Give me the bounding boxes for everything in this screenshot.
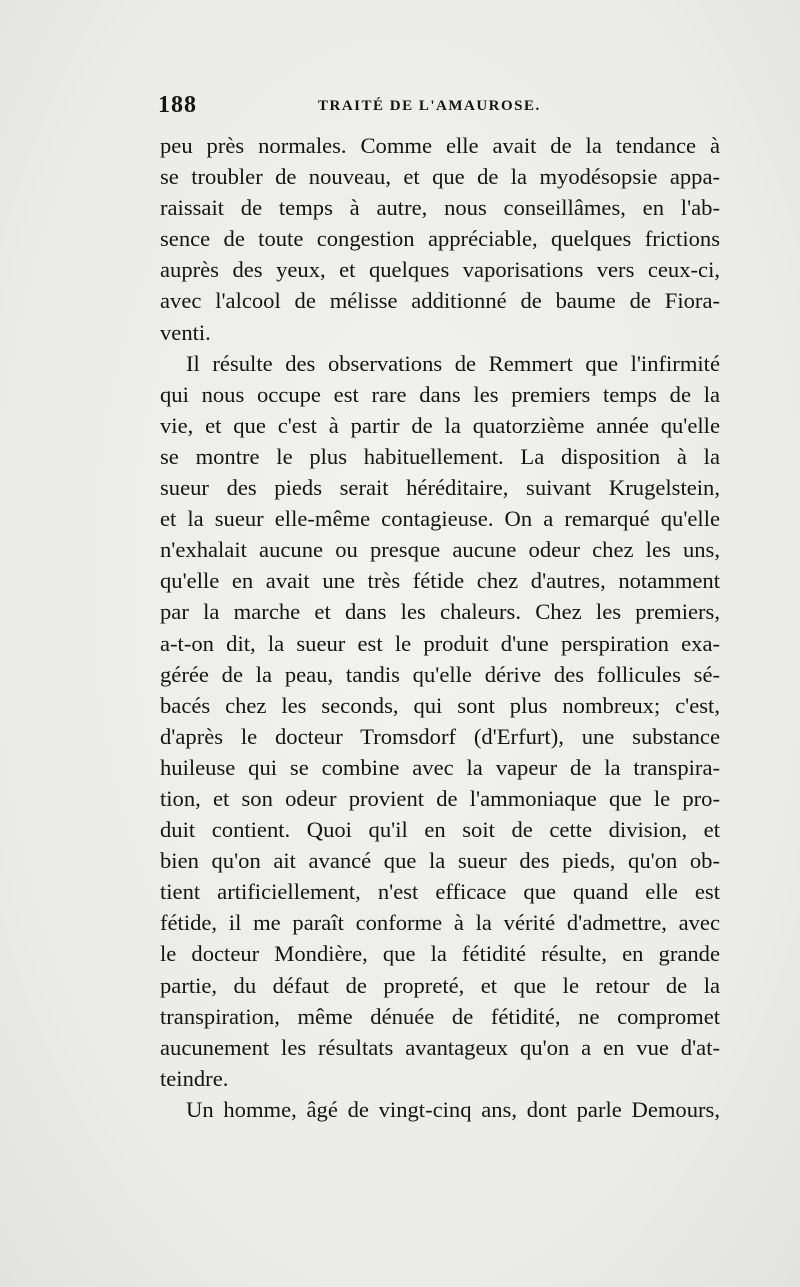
text-line: teindre. [160, 1065, 229, 1091]
paragraph-start-line: Un homme, âgé de vingt-cinq ans, dont parle Demours, [186, 1096, 720, 1122]
text-line: sueur des pieds serait héréditaire, suivant Krugelstein, [160, 475, 720, 501]
text-line: huileuse qui se combine avec la vapeur de la transpira- [160, 754, 720, 780]
page-header [158, 92, 628, 122]
text-line: raissait de temps à autre, nous conseillâmes, en l'ab- [160, 195, 720, 221]
text-line: a-t-on dit, la sueur est le produit d'une perspiration exa- [160, 630, 720, 656]
text-line: bien qu'on ait avancé que la sueur des pieds, qu'on ob- [160, 848, 720, 874]
text-line: qu'elle en avait une très fétide chez d'autres, notamment [160, 568, 720, 594]
text-line: d'après le docteur Tromsdorf (d'Erfurt), une substance [160, 723, 720, 749]
paragraph-start-line: Il résulte des observations de Remmert que l'infirmité [186, 350, 720, 376]
text-line: peu près normales. Comme elle avait de la tendance à [160, 133, 720, 158]
text-line: gérée de la peau, tandis qu'elle dérive des follicules sé- [160, 661, 720, 687]
text-line: n'exhalait aucune ou presque aucune odeur chez les uns, [160, 537, 720, 563]
text-line: avec l'alcool de mélisse additionné de baume de Fiora- [160, 288, 720, 314]
text-line: auprès des yeux, et quelques vaporisations vers ceux-ci, [160, 257, 720, 283]
text-line: tient artificiellement, n'est efficace que quand elle est [160, 879, 720, 905]
text-line: venti. [160, 319, 211, 345]
text-line: qui nous occupe est rare dans les premiers temps de la [160, 381, 720, 407]
text-line: sence de toute congestion appréciable, quelques frictions [160, 226, 720, 252]
text-line: partie, du défaut de propreté, et que le retour de la [160, 972, 720, 998]
text-line: fétide, il me paraît conforme à la vérité d'admettre, avec [160, 910, 720, 936]
text-line: bacés chez les seconds, qui sont plus nombreux; c'est, [160, 692, 720, 718]
text-line: et la sueur elle-même contagieuse. On a remarqué qu'elle [160, 506, 720, 532]
text-line: duit contient. Quoi qu'il en soit de cette division, et [160, 817, 720, 843]
text-line: vie, et que c'est à partir de la quatorzième année qu'elle [160, 412, 720, 438]
text-line: le docteur Mondière, que la fétidité résulte, en grande [160, 941, 720, 967]
running-title: TRAITÉ DE L'AMAUROSE. [318, 98, 541, 114]
text-line: transpiration, même dénuée de fétidité, ne compromet [160, 1003, 720, 1029]
text-line: se troubler de nouveau, et que de la myodésopsie appa- [160, 164, 720, 190]
text-line: aucunement les résultats avantageux qu'on a en vue d'at- [160, 1034, 720, 1060]
text-line: tion, et son odeur provient de l'ammoniaque que le pro- [160, 785, 720, 811]
body-text [160, 130, 720, 1125]
text-line: se montre le plus habituellement. La disposition à la [160, 443, 720, 469]
page-number: 188 [158, 92, 197, 118]
text-line: par la marche et dans les chaleurs. Chez les premiers, [160, 599, 720, 625]
